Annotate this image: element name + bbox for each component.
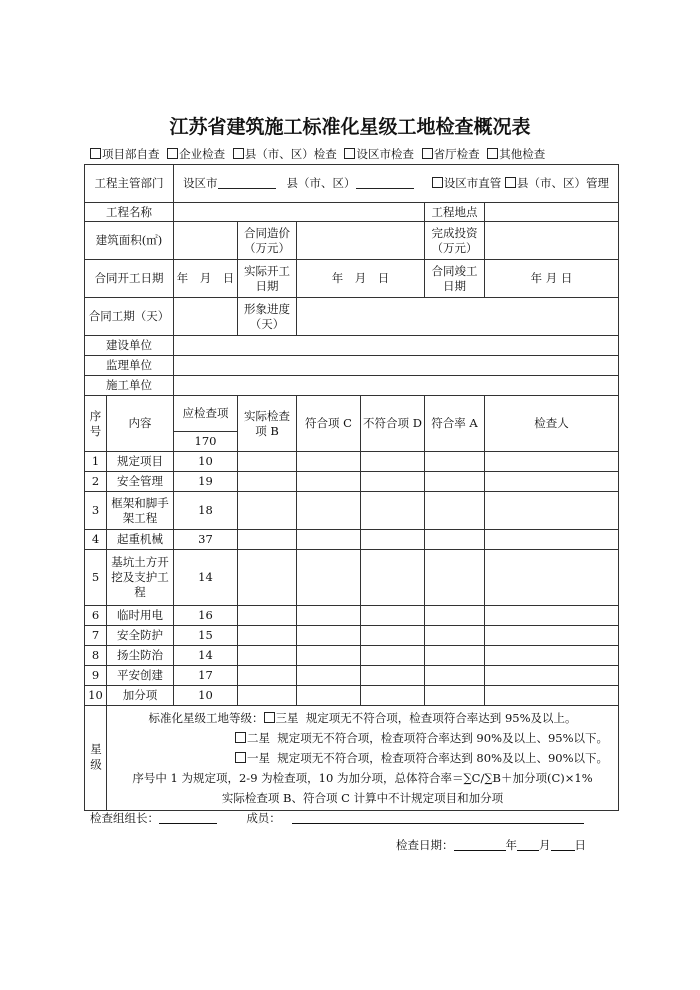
item-count: 16 [174,606,238,626]
item-actual-cell[interactable] [238,452,297,472]
item-count: 37 [174,530,238,550]
item-actual-cell[interactable] [238,550,297,606]
month-blank[interactable] [517,838,539,851]
contract-start-label: 合同开工日期 [85,260,174,298]
project-location-value[interactable] [485,203,619,222]
item-no: 3 [85,492,107,530]
table-row [85,530,619,550]
checkbox-icon[interactable] [233,148,244,159]
checkbox-icon[interactable] [432,177,443,188]
item-rate-cell[interactable] [425,472,485,492]
build-unit-row [85,336,619,356]
col-pass: 符合项 C [297,396,361,452]
checkbox-icon[interactable] [167,148,178,159]
item-no: 8 [85,646,107,666]
item-pass-cell[interactable] [297,646,361,666]
item-inspector-cell[interactable] [485,646,619,666]
item-pass-cell[interactable] [297,686,361,706]
checkbox-option-enterprise[interactable]: 企业检查 [167,147,225,161]
contract-finish-value[interactable]: 年 月 日 [485,260,619,298]
item-rate-cell[interactable] [425,666,485,686]
item-count: 15 [174,626,238,646]
item-inspector-cell[interactable] [485,606,619,626]
item-count: 14 [174,550,238,606]
item-fail-cell[interactable] [361,666,425,686]
item-count: 18 [174,492,238,530]
item-pass-cell[interactable] [297,626,361,646]
checkbox-option-county[interactable]: 县（市、区）检查 [233,147,337,161]
project-name-row [85,203,619,222]
table-row [85,686,619,706]
table-row [85,646,619,666]
signature-line [90,810,584,826]
period-row [85,298,619,336]
checkbox-icon[interactable] [487,148,498,159]
checkbox-icon[interactable] [422,148,433,159]
checkbox-icon[interactable] [505,177,516,188]
progress-label: 形象进度（天） [238,298,297,336]
star-note-2: 实际检查项 B、符合项 C 计算中不计规定项目和加分项 [221,791,504,805]
item-pass-cell[interactable] [297,530,361,550]
members-blank[interactable] [292,811,584,824]
columns-header-row [85,396,619,432]
contract-period-value[interactable] [174,298,238,336]
item-rate-cell[interactable] [425,452,485,472]
day-blank[interactable] [551,838,575,851]
item-name: 基坑土方开挖及支护工程 [107,550,174,606]
item-actual-cell[interactable] [238,492,297,530]
construct-unit-value[interactable] [174,376,619,396]
item-actual-cell[interactable] [238,530,297,550]
checkbox-option-other[interactable]: 其他检查 [487,147,545,161]
star-level-row [85,706,619,811]
item-pass-cell[interactable] [297,472,361,492]
area-value[interactable] [174,222,238,260]
item-no: 5 [85,550,107,606]
checkbox-icon[interactable] [235,732,246,743]
item-actual-cell[interactable] [238,666,297,686]
contract-price-value[interactable] [297,222,425,260]
item-inspector-cell[interactable] [485,472,619,492]
item-count: 14 [174,646,238,666]
item-pass-cell[interactable] [297,452,361,472]
project-location-label: 工程地点 [425,203,485,222]
col-rate: 符合率 A [425,396,485,452]
item-pass-cell[interactable] [297,492,361,530]
item-count: 10 [174,452,238,472]
item-fail-cell[interactable] [361,606,425,626]
item-name: 安全防护 [107,626,174,646]
item-actual-cell[interactable] [238,472,297,492]
item-rate-cell[interactable] [425,530,485,550]
item-inspector-cell[interactable] [485,626,619,646]
table-row [85,550,619,606]
city-blank[interactable] [218,176,276,189]
col-content: 内容 [107,396,174,452]
item-actual-cell[interactable] [238,606,297,626]
star-note-1: 序号中 1 为规定项，2-9 为检查项，10 为加分项，总体符合率＝∑C/∑B＋加分项(C)×1% [132,771,593,785]
item-no: 7 [85,626,107,646]
star-one-line: 一星 规定项无不符合项，检查项符合率达到 80%及以上、90%以下。 [111,748,614,768]
build-unit-value[interactable] [174,336,619,356]
item-count: 19 [174,472,238,492]
item-inspector-cell[interactable] [485,492,619,530]
item-rate-cell[interactable] [425,686,485,706]
item-count: 17 [174,666,238,686]
actual-start-value[interactable]: 年 月 日 [297,260,425,298]
county-blank[interactable] [356,176,414,189]
build-unit-label: 建设单位 [85,336,174,356]
actual-start-label: 实际开工日期 [238,260,297,298]
area-row [85,222,619,260]
item-inspector-cell[interactable] [485,452,619,472]
construct-unit-row [85,376,619,396]
item-no: 6 [85,606,107,626]
completed-invest-label: 完成投资（万元） [425,222,485,260]
item-pass-cell[interactable] [297,666,361,686]
item-name: 安全管理 [107,472,174,492]
item-no: 2 [85,472,107,492]
star-level-content [107,706,619,811]
item-fail-cell[interactable] [361,646,425,666]
item-no: 1 [85,452,107,472]
dept-value: 设区市 县（市、区） 设区市直管 县（市、区）管理 [174,165,619,203]
col-seq: 序号 [85,396,107,452]
item-no: 9 [85,666,107,686]
item-count: 10 [174,686,238,706]
project-name-value[interactable] [174,203,425,222]
contract-finish-label: 合同竣工日期 [425,260,485,298]
item-fail-cell[interactable] [361,530,425,550]
contract-start-value[interactable]: 年 月 日 [174,260,238,298]
contract-price-label: 合同造价（万元） [238,222,297,260]
item-rate-cell[interactable] [425,626,485,646]
checkbox-icon[interactable] [90,148,101,159]
total-should-value: 170 [174,432,238,452]
members-label: 成员： [246,811,281,825]
table-row [85,606,619,626]
completed-invest-value[interactable] [485,222,619,260]
item-rate-cell[interactable] [425,492,485,530]
item-name: 规定项目 [107,452,174,472]
inspection-table [84,164,619,811]
check-date: 检查日期： 年 月 日 [396,838,586,852]
dept-label: 工程主管部门 [85,165,174,203]
item-rate-cell[interactable] [425,646,485,666]
item-fail-cell[interactable] [361,452,425,472]
item-pass-cell[interactable] [297,606,361,626]
item-no: 10 [85,686,107,706]
dates-row [85,260,619,298]
supervise-unit-value[interactable] [174,356,619,376]
item-inspector-cell[interactable] [485,686,619,706]
table-row [85,626,619,646]
table-row [85,492,619,530]
item-fail-cell[interactable] [361,472,425,492]
supervise-unit-label: 监理单位 [85,356,174,376]
table-row [85,452,619,472]
checkbox-icon[interactable] [264,712,275,723]
item-fail-cell[interactable] [361,686,425,706]
star-level-label: 星级 [85,706,107,811]
page-title: 江苏省建筑施工标准化星级工地检查概况表 [169,116,531,138]
checkbox-icon[interactable] [235,752,246,763]
item-rate-cell[interactable] [425,606,485,626]
item-fail-cell[interactable] [361,550,425,606]
item-actual-cell[interactable] [238,626,297,646]
table-row [85,666,619,686]
contract-period-label: 合同工期（天） [85,298,174,336]
construct-unit-label: 施工单位 [85,376,174,396]
item-inspector-cell[interactable] [485,550,619,606]
col-fail: 不符合项 D [361,396,425,452]
checkbox-option-city[interactable]: 设区市检查 [344,147,414,161]
check-type-options [90,146,630,162]
year-blank[interactable] [454,838,506,851]
item-name: 临时用电 [107,606,174,626]
item-inspector-cell[interactable] [485,666,619,686]
date-label: 检查日期： [396,838,454,852]
item-fail-cell[interactable] [361,492,425,530]
area-label: 建筑面积(㎡) [85,222,174,260]
item-name: 框架和脚手架工程 [107,492,174,530]
leader-blank[interactable] [159,811,217,824]
item-rate-cell[interactable] [425,550,485,606]
checkbox-icon[interactable] [344,148,355,159]
table-row [85,472,619,492]
checkbox-option-province[interactable]: 省厅检查 [422,147,480,161]
item-name: 起重机械 [107,530,174,550]
dept-row [85,165,619,203]
item-no: 4 [85,530,107,550]
item-fail-cell[interactable] [361,626,425,646]
star-three-line: 标准化星级工地等级： 三星 规定项无不符合项，检查项符合率达到 95%及以上。 [148,711,577,725]
project-name-label: 工程名称 [85,203,174,222]
item-actual-cell[interactable] [238,686,297,706]
item-actual-cell[interactable] [238,646,297,666]
supervise-unit-row [85,356,619,376]
item-name: 平安创建 [107,666,174,686]
checkbox-option-self[interactable]: 项目部自查 [90,147,160,161]
star-two-line: 二星 规定项无不符合项，检查项符合率达到 90%及以上、95%以下。 [111,728,614,748]
col-inspector: 检查人 [485,396,619,452]
leader-label: 检查组组长： [90,811,159,825]
item-name: 加分项 [107,686,174,706]
col-actual: 实际检查项 B [238,396,297,452]
col-should: 应检查项 [174,396,238,432]
item-inspector-cell[interactable] [485,530,619,550]
item-pass-cell[interactable] [297,550,361,606]
progress-value[interactable] [297,298,619,336]
item-name: 扬尘防治 [107,646,174,666]
